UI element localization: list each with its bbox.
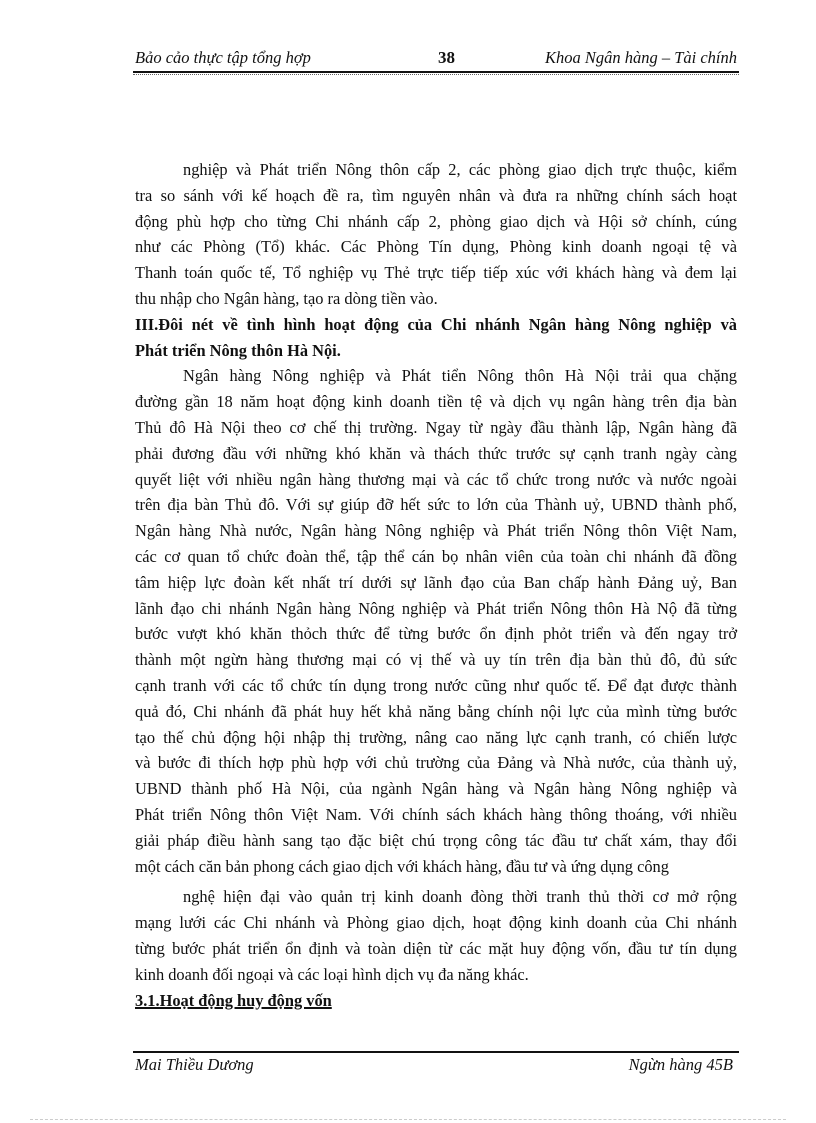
header-department: Khoa Ngân hàng – Tài chính — [544, 48, 737, 67]
header-rule — [133, 71, 739, 75]
text-line — [135, 544, 737, 570]
text-line-content: Thủ đô Hà Nội theo cơ chế thị trường. Ngay từ ngày đầu thành lập, Ngân hàng đã — [135, 417, 737, 437]
text-line-content: phải đương đầu với những khó khăn và thách thức trước sự cạnh tranh ngày càng — [135, 443, 737, 463]
text-line — [135, 725, 737, 751]
text-line — [135, 286, 737, 312]
text-line — [135, 338, 737, 364]
text-line-content: Thanh toán quốc tế, Tổ nghiệp vụ Thẻ trực tiếp tiếp xúc với khách hàng và đem lại — [135, 263, 737, 283]
text-line — [135, 441, 737, 467]
text-line — [135, 910, 737, 936]
text-line-content: tra so sánh với kế hoạch đề ra, tìm nguyên nhân và đưa ra những chính sách hoạt — [135, 185, 737, 205]
text-line-content: thu nhập cho Ngân hàng, tạo ra dòng tiền vào. — [135, 288, 438, 308]
text-line — [135, 884, 737, 910]
text-line — [135, 596, 737, 622]
text-line-content: quyết liệt với nhiều ngân hàng thương mại và các tổ chức trong nước và nước ngoài — [135, 469, 737, 489]
text-line — [135, 854, 737, 880]
text-line — [135, 363, 737, 389]
text-line-content: như các Phòng (Tổ) khác. Các Phòng Tín dụng, Phòng kinh doanh ngoại tệ và — [135, 237, 737, 257]
text-line-content: Phát triển Nông thôn Hà Nội. — [135, 340, 341, 360]
text-line — [135, 750, 737, 776]
text-line-content: trên địa bàn Thủ đô. Với sự giúp đỡ hết sức to lớn của Thành uỷ, UBND thành phố, — [135, 495, 737, 515]
text-line-content: quả đó, Chi nhánh đã phát huy hết khả năng bằng chính nội lực của mình từng bước — [135, 701, 737, 721]
text-line — [135, 699, 737, 725]
text-line-content: lãnh đạo chi nhánh Ngân hàng Nông nghiệp và Phát triển Nông thôn Hà Nộ đã từng — [135, 598, 737, 618]
text-line — [135, 157, 737, 183]
section-heading — [135, 312, 737, 364]
document-body — [135, 157, 737, 1013]
footer-class: Ngừn hàng 45B — [628, 1055, 733, 1074]
text-line-content: động phù hợp cho từng Chi nhánh cấp 2, phòng giao dịch và Hội sở chính, cúng — [135, 211, 737, 231]
text-line-content: nghệ hiện đại vào quản trị kinh doanh đòng thời tranh thủ thời cơ mở rộng — [183, 887, 737, 907]
text-line — [135, 415, 737, 441]
page-number: 38 — [438, 48, 455, 67]
text-line-content: mạng lưới các Chi nhánh và Phòng giao dịch, hoạt động kinh doanh của Chi nhánh — [135, 913, 737, 933]
text-line — [135, 467, 737, 493]
text-line — [135, 776, 737, 802]
text-line — [135, 234, 737, 260]
text-line-content: tâm hiệp lực đoàn kết nhất trí dưới sự lãnh đạo của Ban chấp hành Đảng uỷ, Ban — [135, 572, 737, 592]
text-line — [135, 260, 737, 286]
text-line — [135, 962, 737, 988]
header-report-title: Bảo cảo thực tập tổng hợp — [135, 48, 311, 67]
text-line — [135, 647, 737, 673]
text-line-content: cạnh tranh với các tổ chức tín dụng trong nước cũng như quốc tế. Để đạt được thành — [135, 675, 737, 695]
paragraph — [135, 884, 737, 987]
text-line-content: nghiệp và Phát triển Nông thôn cấp 2, các phòng giao dịch trực thuộc, kiểm — [183, 160, 737, 179]
text-line-content: Phát triển Nông thôn Việt Nam. Với chính sách khách hàng thông thoáng, với nhiều — [135, 804, 737, 824]
text-line — [135, 936, 737, 962]
footer-rule — [133, 1051, 739, 1053]
page-boundary — [30, 1119, 786, 1120]
text-line-content: UBND thành phố Hà Nội, của ngành Ngân hàng và Ngân hàng Nông nghiệp và — [135, 779, 737, 799]
text-line — [135, 621, 737, 647]
footer-author: Mai Thiều Dương — [135, 1055, 254, 1074]
subsection-heading — [135, 988, 737, 1014]
text-line-content: các cơ quan tổ chức đoàn thể, tập thể cán bọ nhân viên của toàn chi nhánh đã đồng — [135, 546, 737, 566]
text-line — [135, 673, 737, 699]
text-line-content: bước vượt khó khăn thỏch thức để từng bước ổn định phỏt triển và đến ngay trở — [135, 624, 737, 644]
text-line — [135, 828, 737, 854]
text-line — [135, 183, 737, 209]
page-header — [135, 46, 737, 70]
text-line — [135, 312, 737, 338]
text-line — [135, 802, 737, 828]
text-line — [135, 492, 737, 518]
text-line — [135, 518, 737, 544]
text-line-content: đường gần 18 năm hoạt động kinh doanh tiền tệ và dịch vụ ngân hàng trên địa bàn — [135, 392, 737, 412]
text-line — [135, 209, 737, 235]
text-line-content: kinh doanh đối ngoại và các loại hình dịch vụ đa năng khác. — [135, 964, 529, 984]
text-line — [135, 988, 737, 1014]
paragraph — [135, 363, 737, 879]
paragraph — [135, 157, 737, 312]
text-line-content: từng bước phát triển ổn định và toàn diện từ các mặt huy động vốn, đầu tư tín dụng — [135, 938, 737, 958]
text-line-content: III.Đôi nét về tình hình hoạt động của Chi nhánh Ngân hàng Nông nghiệp và — [135, 314, 737, 334]
text-line-content: một cách căn bản phong cách giao dịch với khách hàng, đầu tư và ứng dụng công — [135, 856, 669, 876]
text-line-content: Ngân hàng Nông nghiệp và Phát tiển Nông thôn Hà Nội trải qua chặng — [183, 366, 737, 386]
text-line — [135, 389, 737, 415]
text-line-content: Ngân hàng Nhà nước, Ngân hàng Nông nghiệp và Phát triển Nông thôn Việt Nam, — [135, 521, 737, 541]
text-line-content: thành một ngừn hàng thương mại có vị thế và uy tín trên địa bàn thủ đô, đủ sức — [135, 650, 737, 670]
text-line-content: tạo thế chủ động hội nhập thị trường, nâng cao năng lực cạnh tranh, có chiến lược — [135, 727, 737, 747]
text-line-content: giải pháp điều hành sang tạo đặc biệt chú trọng công tác đầu tư chất xám, thay đổi — [135, 830, 737, 850]
text-line-content: và bước đi thích hợp phù hợp với chủ trường của Đảng và Nhà nước, của thành uỷ, — [135, 753, 737, 773]
text-line — [135, 570, 737, 596]
text-line-content: 3.1.Hoạt động huy động vốn — [135, 990, 332, 1010]
